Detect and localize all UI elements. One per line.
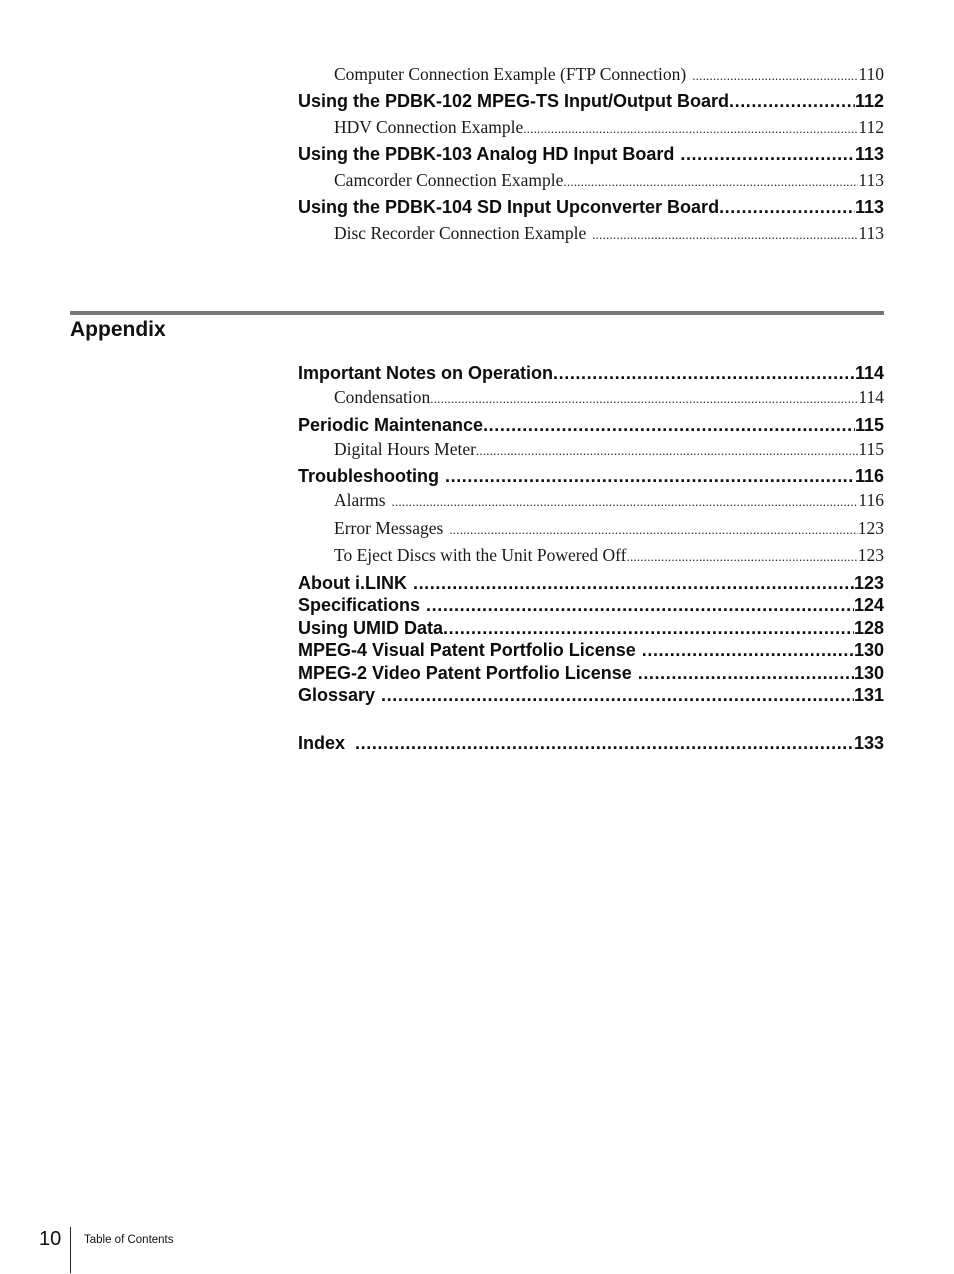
toc-entry-page: 128 — [853, 617, 884, 638]
toc-entry-title: Using the PDBK-102 MPEG-TS Input/Output Board — [298, 91, 729, 111]
toc-entry-title: To Eject Discs with the Unit Powered Off — [334, 545, 627, 565]
dot-leader — [686, 65, 858, 87]
toc-entry-page: 123 — [857, 545, 884, 565]
dot-leader — [439, 465, 855, 487]
toc-entry-page: 110 — [858, 64, 884, 84]
toc-entry-disc-recorder-connection-example[interactable] — [334, 222, 884, 246]
toc-entry-important-notes[interactable] — [298, 362, 884, 384]
toc-entry-specifications[interactable] — [298, 594, 884, 617]
toc-entry-page: 113 — [858, 170, 884, 190]
toc-entry-glossary[interactable] — [298, 684, 884, 707]
toc-entry-title: Using the PDBK-104 SD Input Upconverter Board — [298, 197, 720, 217]
toc-entry-title: Using the PDBK-103 Analog HD Input Board — [298, 144, 675, 164]
toc-entry-digital-hours-meter[interactable] — [334, 438, 884, 462]
toc-continued-list — [298, 63, 884, 249]
dot-leader — [375, 684, 854, 707]
toc-entry-pdbk-103[interactable] — [298, 143, 884, 165]
dot-leader — [386, 491, 859, 513]
toc-entry-page: 130 — [853, 640, 884, 660]
section-divider — [70, 311, 884, 315]
dot-leader — [430, 388, 858, 410]
toc-entry-page: 115 — [854, 414, 884, 435]
toc-index-list — [298, 732, 884, 754]
toc-entry-title: Periodic Maintenance — [298, 414, 484, 435]
toc-entry-pdbk-102[interactable] — [298, 90, 884, 112]
section-heading-appendix: Appendix — [70, 318, 166, 341]
toc-entry-mpeg4-license[interactable] — [298, 639, 884, 662]
dot-leader — [523, 118, 858, 140]
toc-entry-page: 112 — [854, 91, 884, 111]
toc-entry-page: 124 — [853, 595, 884, 615]
toc-entry-title: HDV Connection Example — [334, 117, 524, 137]
dot-leader — [636, 639, 854, 662]
toc-appendix-list — [298, 360, 884, 707]
dot-leader — [674, 143, 855, 165]
toc-entry-title: Using UMID Data — [298, 617, 444, 638]
toc-entry-page: 116 — [858, 490, 884, 510]
toc-entry-using-umid-data[interactable] — [298, 617, 884, 640]
toc-entry-page: 123 — [857, 517, 884, 538]
toc-entry-hdv-connection-example[interactable] — [334, 116, 884, 140]
toc-entry-pdbk-104[interactable] — [298, 196, 884, 218]
dot-leader — [627, 546, 858, 568]
toc-entry-title: Camcorder Connection Example — [334, 170, 564, 190]
toc-entry-condensation[interactable] — [334, 386, 884, 410]
toc-entry-page: 115 — [858, 438, 884, 459]
toc-entry-title: Troubleshooting — [298, 466, 439, 486]
toc-entry-eject-discs[interactable] — [334, 544, 884, 568]
dot-leader — [586, 224, 858, 246]
toc-entry-periodic-maintenance[interactable] — [298, 414, 884, 436]
toc-entry-computer-connection-example[interactable] — [334, 63, 884, 87]
toc-entry-page: 131 — [853, 685, 884, 705]
toc-entry-error-messages[interactable] — [334, 517, 884, 541]
toc-entry-title: Error Messages — [334, 517, 444, 538]
toc-entry-page: 123 — [853, 572, 884, 593]
dot-leader — [719, 196, 855, 218]
dot-leader — [420, 594, 854, 617]
dot-leader — [407, 572, 854, 595]
toc-entry-mpeg2-license[interactable] — [298, 662, 884, 685]
toc-entry-page: 116 — [854, 466, 884, 486]
footer-section-label: Table of Contents — [84, 1234, 174, 1246]
toc-entry-title: Index — [298, 733, 346, 753]
toc-entry-title: Computer Connection Example (FTP Connection) — [334, 64, 687, 84]
dot-leader — [553, 362, 855, 384]
dot-leader — [632, 662, 854, 685]
dot-leader — [443, 617, 854, 640]
toc-entry-page: 114 — [854, 363, 884, 383]
page-number: 10 — [39, 1228, 62, 1250]
dot-leader — [563, 171, 858, 193]
toc-entry-title: Digital Hours Meter — [334, 438, 476, 459]
toc-entry-title: Specifications — [298, 595, 421, 615]
toc-entry-page: 130 — [853, 662, 884, 683]
toc-entry-page: 113 — [858, 223, 884, 243]
toc-entry-title: Alarms — [334, 490, 386, 510]
toc-entry-title: Important Notes on Operation — [298, 363, 554, 383]
dot-leader — [443, 519, 857, 541]
dot-leader — [345, 732, 854, 754]
toc-entry-page: 114 — [858, 387, 884, 407]
toc-entry-title: Disc Recorder Connection Example — [334, 223, 587, 243]
toc-entry-title: Glossary — [298, 685, 376, 705]
toc-entry-page: 133 — [853, 733, 884, 753]
toc-entry-camcorder-connection-example[interactable] — [334, 169, 884, 193]
footer-divider — [70, 1227, 71, 1273]
toc-entry-alarms[interactable] — [334, 489, 884, 513]
toc-entry-page: 113 — [854, 144, 884, 164]
toc-entry-index[interactable] — [298, 732, 884, 754]
toc-entry-title: MPEG-4 Visual Patent Portfolio License — [298, 640, 636, 660]
dot-leader — [483, 414, 855, 436]
toc-entry-title: MPEG-2 Video Patent Portfolio License — [298, 662, 632, 683]
toc-entry-about-ilink[interactable] — [298, 572, 884, 595]
toc-entry-page: 112 — [858, 117, 884, 137]
toc-entry-title: About i.LINK — [298, 572, 407, 593]
toc-entry-title: Condensation — [334, 387, 431, 407]
dot-leader — [729, 90, 855, 112]
toc-entry-troubleshooting[interactable] — [298, 465, 884, 487]
toc-entry-page: 113 — [854, 197, 884, 217]
dot-leader — [476, 440, 858, 462]
